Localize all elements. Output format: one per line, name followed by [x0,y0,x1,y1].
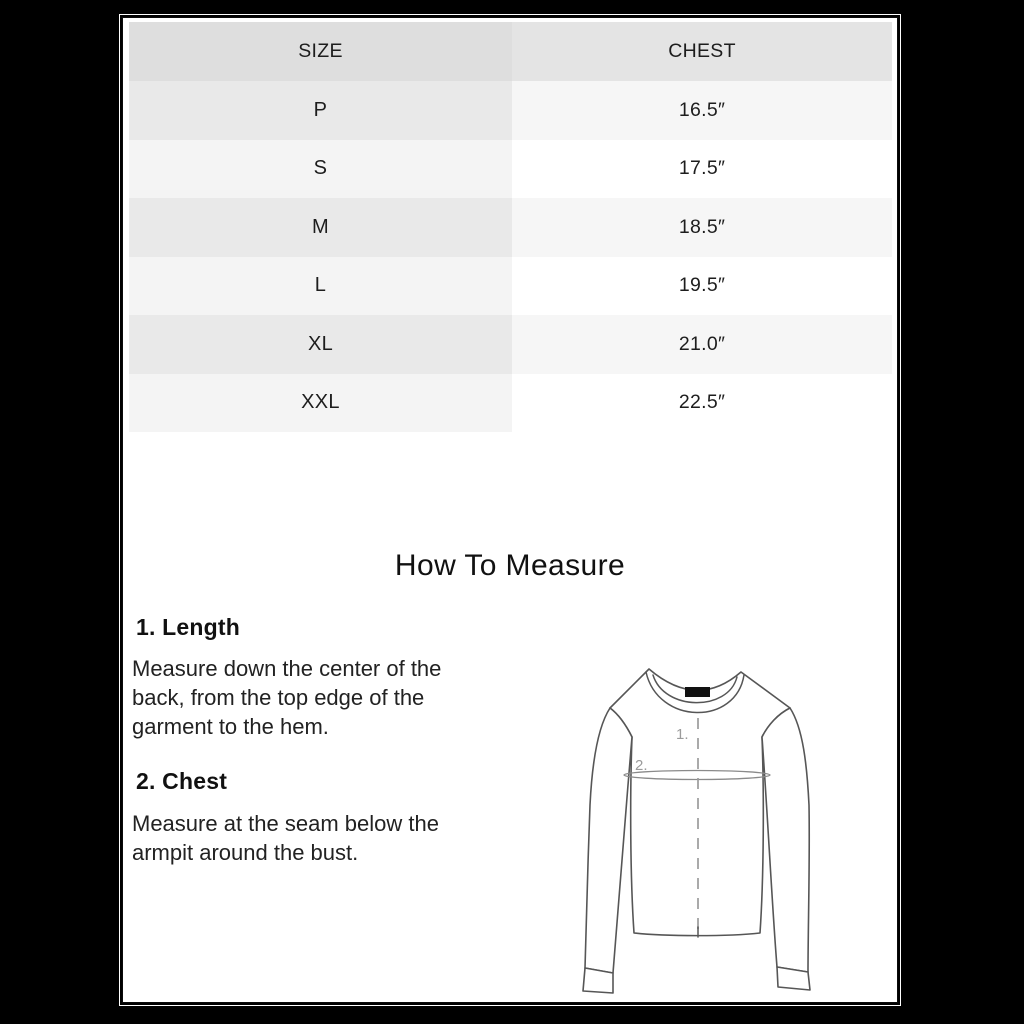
sweater-left-cuff [583,968,613,993]
chest-cell: 21.0″ [512,315,892,374]
chest-cell: 19.5″ [512,257,892,316]
table-header-row [129,22,892,81]
size-cell: P [129,81,512,140]
size-cell: S [129,140,512,199]
sweater-diagram [580,660,892,1000]
step-1-heading: 1. Length [136,614,241,640]
step-1-body: Measure down the center of the back, from the top edge of the garment to the hem. [132,656,442,739]
size-cell: XXL [129,374,512,433]
chest-cell: 17.5″ [512,140,892,199]
table-row [129,81,892,140]
step-2-body: Measure at the seam below the armpit around the bust. [132,811,439,865]
step-2-heading: 2. Chest [136,768,228,794]
neck-tag [685,687,710,697]
table-row [129,315,892,374]
chest-marker-label: 2. [635,757,648,774]
how-to-measure-title: How To Measure [394,549,626,582]
sweater-left-sleeve [585,708,632,973]
table-row [129,140,892,199]
size-guide-page [122,17,898,1003]
size-cell: XL [129,315,512,374]
size-cell: L [129,257,512,316]
table-row [129,198,892,257]
chest-cell: 22.5″ [512,374,892,433]
sweater-right-sleeve [762,708,809,972]
table-row [129,257,892,316]
table-row [129,374,892,433]
column-header-size: SIZE [129,22,512,81]
sweater-body [610,669,790,936]
column-header-chest: CHEST [512,22,892,81]
chest-cell: 18.5″ [512,198,892,257]
chest-cell: 16.5″ [512,81,892,140]
size-cell: M [129,198,512,257]
size-chart-table [129,22,892,432]
length-marker-label: 1. [676,726,689,743]
